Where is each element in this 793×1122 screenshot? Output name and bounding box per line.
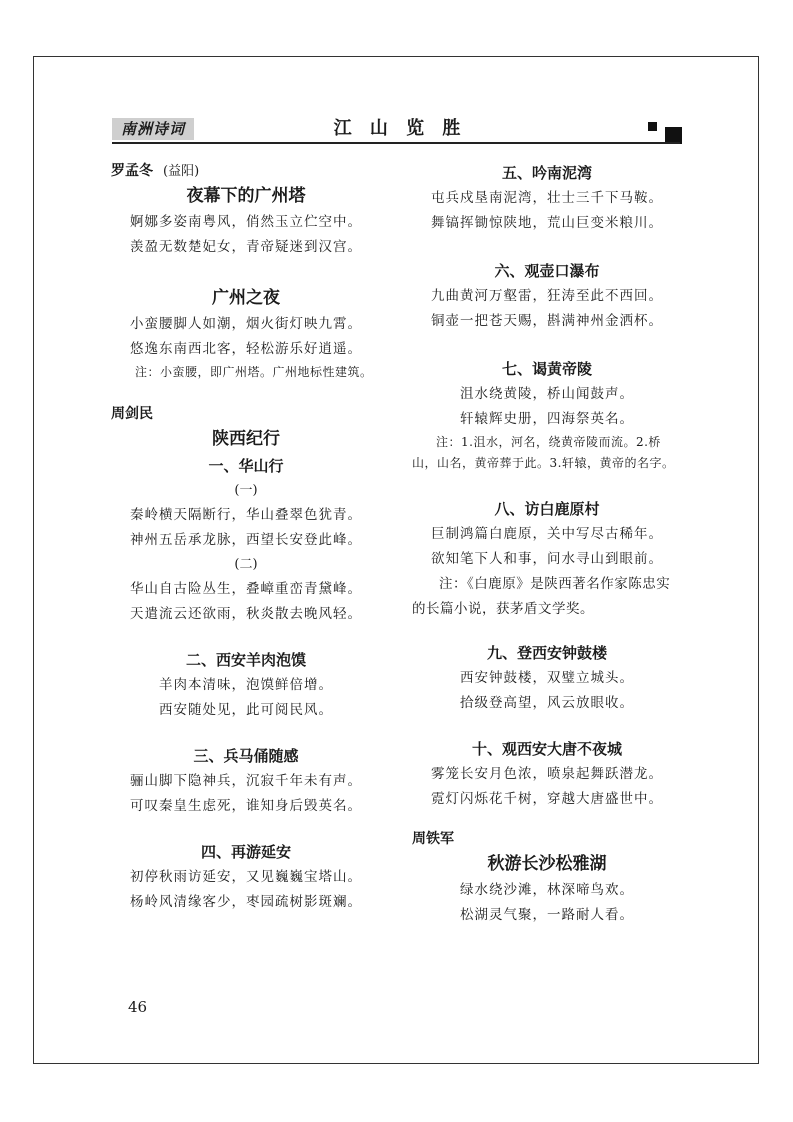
poem-line: 秦岭横天隔断行，华山叠翠色犹青。 <box>130 507 362 523</box>
left-column <box>111 160 381 915</box>
section-heading: 二、西安羊肉泡馍 <box>185 651 306 669</box>
author-luo: 罗孟冬 (益阳) <box>111 163 200 179</box>
poem-line: 霓灯闪烁花千树，穿越大唐盛世中。 <box>431 791 663 807</box>
section-heading: 十、观西安大唐不夜城 <box>471 740 622 758</box>
decor-square-small <box>648 122 657 131</box>
author-zhou-jianmin: 周剑民 <box>111 406 153 422</box>
section-title: 江 山 览 胜 <box>333 118 467 139</box>
poem-line: 轩辕辉史册，四海祭英名。 <box>460 411 634 427</box>
poem-line: 悠逸东南西北客，轻松游乐好逍遥。 <box>130 341 362 357</box>
section-heading: 三、兵马俑随感 <box>193 747 299 765</box>
poem-line: 九曲黄河万壑雷，狂涛至此不西回。 <box>431 288 663 304</box>
section-heading: 一、华山行 <box>208 457 284 475</box>
poem-line: 沮水绕黄陵，桥山闻鼓声。 <box>460 386 634 402</box>
section-heading: 六、观壶口瀑布 <box>494 262 600 280</box>
poem-line: 雾笼长安月色浓，喷泉起舞跃潜龙。 <box>431 766 663 782</box>
poem-line: 羊肉本清味，泡馍鲜倍增。 <box>159 677 333 693</box>
author-zhou-tiejun: 周铁军 <box>412 831 454 847</box>
poem-line: 欲知笔下人和事，问水寻山到眼前。 <box>431 551 663 567</box>
poem-line: 婀娜多姿南粤风，俏然玉立伫空中。 <box>130 214 362 230</box>
section-heading: 四、再游延安 <box>200 843 291 861</box>
section-heading: 八、访白鹿原村 <box>494 500 600 518</box>
poem-line: 羡盈无数楚妃女，青帝疑迷到汉宫。 <box>130 239 362 255</box>
poem-line: 巨制鸿篇白鹿原，关中写尽古稀年。 <box>431 526 663 542</box>
poem-line: 杨岭风清缘客少，枣园疏树影斑斓。 <box>130 894 362 910</box>
poem-line: 西安钟鼓楼，双璧立城头。 <box>460 670 634 686</box>
poem-line: 西安随处见，此可阅民风。 <box>159 702 333 718</box>
poem-line: 铜壶一把苍天赐，斟满神州金洒杯。 <box>431 313 663 329</box>
section-heading: 五、吟南泥湾 <box>501 164 592 182</box>
column-tag: 南洲诗词 <box>112 118 194 140</box>
poem-line: 华山自古险丛生，叠嶂重峦青黛峰。 <box>130 581 362 597</box>
header-rule <box>112 142 680 144</box>
right-column <box>412 160 682 928</box>
poem-note: 注：1.沮水，河名，绕黄帝陵而流。2.桥山，山名，黄帝葬于此。3.轩辕，黄帝的名字。 <box>412 435 675 470</box>
sub-number: (一) <box>234 483 258 498</box>
poem-line: 初停秋雨访延安，又见巍巍宝塔山。 <box>130 869 362 885</box>
poem-line: 松湖灵气聚，一路耐人看。 <box>460 907 634 923</box>
poem-line: 小蛮腰脚人如潮，烟火街灯映九霄。 <box>130 316 362 332</box>
poem-line: 舞镐挥锄惊陕地，荒山巨变米粮川。 <box>431 215 663 231</box>
sub-number: (二) <box>234 557 258 572</box>
poem-line: 骊山脚下隐神兵，沉寂千年未有声。 <box>130 773 362 789</box>
poem-title: 广州之夜 <box>212 288 280 308</box>
section-heading: 七、谒黄帝陵 <box>501 360 592 378</box>
poem-line: 绿水绕沙滩，林深啼鸟欢。 <box>460 882 634 898</box>
poem-line: 拾级登高望，风云放眼收。 <box>460 695 634 711</box>
poem-note: 注：《白鹿原》是陕西著名作家陈忠实的长篇小说，获茅盾文学奖。 <box>412 576 671 617</box>
poem-line: 神州五岳承龙脉，西望长安登此峰。 <box>130 532 362 548</box>
poem-line: 屯兵戍垦南泥湾，壮士三千下马鞍。 <box>431 190 663 206</box>
poem-note: 注：小蛮腰，即广州塔。广州地标性建筑。 <box>135 365 373 379</box>
poem-line: 可叹秦皇生虑死，谁知身后毁英名。 <box>130 798 362 814</box>
page-number: 46 <box>128 998 148 1016</box>
poem-line: 天遣流云还欲雨，秋炎散去晚风轻。 <box>130 606 362 622</box>
poem-title: 秋游长沙松雅湖 <box>487 854 607 874</box>
section-heading: 九、登西安钟鼓楼 <box>486 644 607 662</box>
poem-title: 夜幕下的广州塔 <box>186 186 306 206</box>
series-title: 陕西纪行 <box>212 429 280 449</box>
